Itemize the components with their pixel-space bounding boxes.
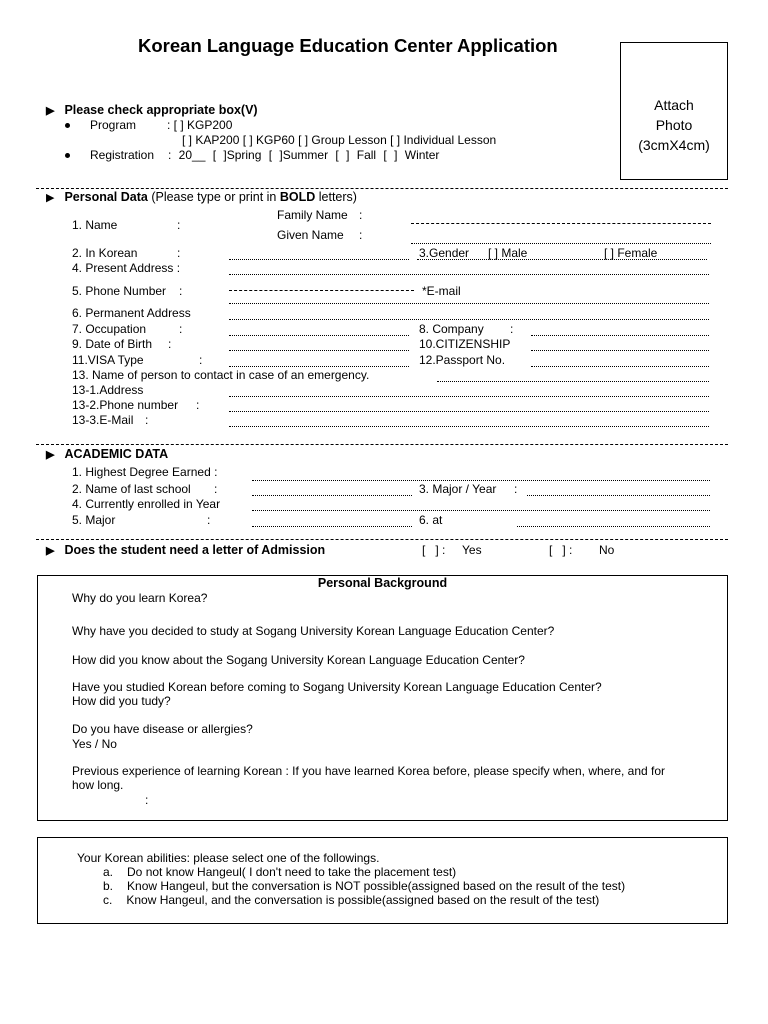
emergency-label: 13. Name of person to contact in case of an emergency. <box>72 368 370 382</box>
admission-question: ▶ Does the student need a letter of Admission <box>46 543 326 557</box>
emergency-email-field[interactable] <box>229 426 709 427</box>
bullet-icon <box>65 123 70 128</box>
bullet-icon <box>65 153 70 158</box>
major-field[interactable] <box>252 526 412 527</box>
triangle-right-icon: ▶ <box>46 105 55 117</box>
citizenship-label: 10.CITIZENSHIP <box>419 337 511 351</box>
photo-label-2: Photo <box>655 117 693 133</box>
company-field[interactable] <box>531 335 709 336</box>
emergency-phone-field[interactable] <box>229 411 709 412</box>
enrolled-field[interactable] <box>252 510 710 511</box>
permanent-address-label: 6. Permanent Address <box>72 306 191 320</box>
major-year-label: 3. Major / Year <box>419 482 497 496</box>
background-q2: Why have you decided to study at Sogang University Korean Language Education Center? <box>72 624 555 638</box>
present-address-field[interactable] <box>229 274 709 275</box>
visa-field[interactable] <box>229 366 409 367</box>
program-options-2[interactable]: [ ] KAP200 [ ] KGP60 [ ] Group Lesson [ ] Individual Lesson <box>182 133 497 147</box>
abilities-intro: Your Korean abilities: please select one of the followings. <box>77 851 380 865</box>
triangle-right-icon: ▶ <box>46 192 55 204</box>
gender-female-checkbox[interactable]: [ ] Female <box>604 246 658 260</box>
admission-no-checkbox[interactable]: [ ] : No <box>549 543 615 557</box>
degree-field[interactable] <box>252 480 710 481</box>
background-q5: Do you have disease or allergies? <box>72 722 253 736</box>
name-label: 1. Name <box>72 218 118 232</box>
academic-heading: ▶ ACADEMIC DATA <box>46 447 169 461</box>
background-q3: How did you know about the Sogang University Korean Language Education Center? <box>72 653 525 667</box>
given-name-field[interactable] <box>411 243 711 244</box>
phone-field[interactable] <box>229 290 414 291</box>
degree-label: 1. Highest Degree Earned : <box>72 465 218 479</box>
occupation-field[interactable] <box>229 335 409 336</box>
program-options-1[interactable]: : [ ] KGP200 <box>167 118 233 132</box>
citizenship-field[interactable] <box>531 350 709 351</box>
ability-option-c[interactable]: c. Know Hangeul, and the conversation is possible(assigned based on the result of the test) <box>103 893 600 907</box>
visa-label: 11.VISA Type <box>72 353 144 367</box>
emergency-phone-label: 13-2.Phone number <box>72 398 179 412</box>
emergency-name-field[interactable] <box>437 381 709 382</box>
enrolled-label: 4. Currently enrolled in Year <box>72 497 221 511</box>
photo-label-3: (3cmX4cm) <box>638 137 710 153</box>
ability-option-b[interactable]: b. Know Hangeul, but the conversation is NOT possible(assigned based on the result of the test) <box>103 879 626 893</box>
passport-label: 12.Passport No. <box>419 353 506 367</box>
emergency-address-label: 13-1.Address <box>72 383 144 397</box>
background-q5-answer[interactable]: Yes / No <box>72 737 117 751</box>
at-field[interactable] <box>517 526 710 527</box>
company-label: 8. Company <box>419 322 484 336</box>
present-address-label: 4. Present Address : <box>72 261 181 275</box>
background-q4-followup: How did you tudy? <box>72 694 171 708</box>
divider <box>36 444 728 445</box>
occupation-label: 7. Occupation <box>72 322 147 336</box>
email-label: *E-mail <box>422 284 461 298</box>
divider <box>36 188 728 189</box>
divider <box>36 539 728 540</box>
major-label: 5. Major <box>72 513 116 527</box>
background-q6-cont: how long. <box>72 778 124 792</box>
triangle-right-icon: ▶ <box>46 449 55 461</box>
triangle-right-icon: ▶ <box>46 545 55 557</box>
emergency-address-field[interactable] <box>229 396 709 397</box>
admission-yes-checkbox[interactable]: [ ] : Yes <box>422 543 482 557</box>
dob-field[interactable] <box>229 350 409 351</box>
last-school-label: 2. Name of last school <box>72 482 191 496</box>
background-q4: Have you studied Korean before coming to Sogang University Korean Language Education Center? <box>72 680 602 694</box>
check-heading: ▶ Please check appropriate box(V) <box>46 103 258 117</box>
background-heading: Personal Background <box>317 576 448 590</box>
gender-label: 3.Gender <box>419 246 470 260</box>
in-korean-field[interactable] <box>229 259 409 260</box>
dob-label: 9. Date of Birth <box>72 337 153 351</box>
personal-heading: ▶ Personal Data (Please type or print in BOLD letters) <box>46 190 357 204</box>
gender-male-checkbox[interactable]: [ ] Male <box>488 246 528 260</box>
permanent-address-field[interactable] <box>229 319 709 320</box>
family-name-label: Family Name <box>277 208 348 222</box>
major-year-field[interactable] <box>527 495 710 496</box>
program-row: Program <box>65 118 136 132</box>
background-q1: Why do you learn Korea? <box>72 591 208 605</box>
photo-box[interactable] <box>620 42 728 180</box>
passport-field[interactable] <box>531 366 709 367</box>
photo-label-1: Attach <box>654 97 694 113</box>
in-korean-label: 2. In Korean <box>72 246 138 260</box>
registration-row: Registration <box>65 148 154 162</box>
last-school-field[interactable] <box>252 495 412 496</box>
family-name-field[interactable] <box>411 223 711 224</box>
background-q6: Previous experience of learning Korean : If you have learned Korea before, please specify when, where, and for <box>72 764 666 778</box>
given-name-label: Given Name <box>277 228 344 242</box>
at-label: 6. at <box>419 513 443 527</box>
phone-label: 5. Phone Number <box>72 284 167 298</box>
ability-option-a[interactable]: a. Do not know Hangeul( I don't need to take the placement test) <box>103 865 457 879</box>
page-title: Korean Language Education Center Application <box>138 35 558 56</box>
registration-options[interactable]: : 20__ [ ]Spring [ ]Summer [ ] Fall [ ] Winter <box>168 148 440 162</box>
emergency-email-label: 13-3.E-Mail <box>72 413 134 427</box>
